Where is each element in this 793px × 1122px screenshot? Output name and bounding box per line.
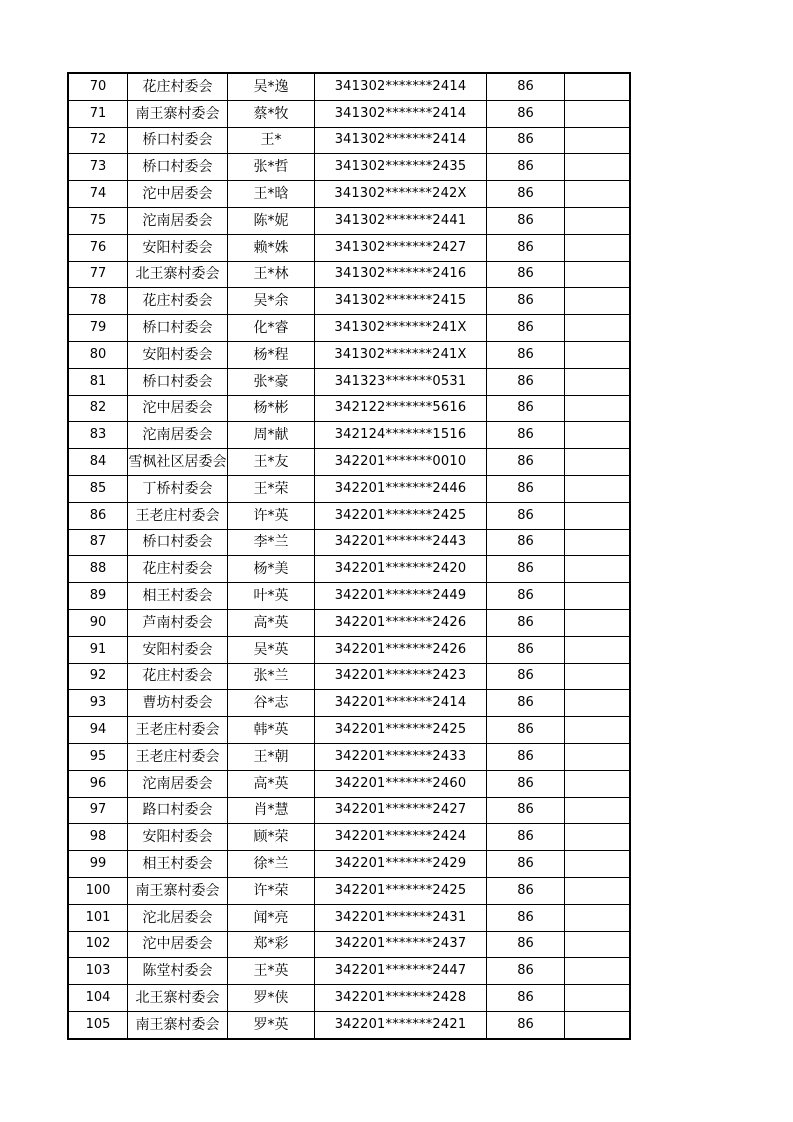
table-row <box>68 449 630 476</box>
id-number-cell: 342201*******2447 <box>315 958 487 985</box>
remark-cell <box>565 154 631 181</box>
table-row <box>68 100 630 127</box>
remark-cell <box>565 985 631 1012</box>
table-row <box>68 877 630 904</box>
person-name-cell: 许*英 <box>228 502 315 529</box>
committee-cell: 桥口村委会 <box>128 315 228 342</box>
remark-cell <box>565 529 631 556</box>
committee-cell: 芦南村委会 <box>128 609 228 636</box>
table-row <box>68 261 630 288</box>
id-number-cell: 341302*******242X <box>315 181 487 208</box>
score-cell: 86 <box>487 207 565 234</box>
row-number-cell: 85 <box>68 475 128 502</box>
score-cell: 86 <box>487 261 565 288</box>
id-number-cell: 341302*******2415 <box>315 288 487 315</box>
score-cell: 86 <box>487 824 565 851</box>
id-number-cell: 341323*******0531 <box>315 368 487 395</box>
committee-cell: 沱中居委会 <box>128 931 228 958</box>
id-number-cell: 342201*******2427 <box>315 797 487 824</box>
score-cell: 86 <box>487 877 565 904</box>
person-name-cell: 张*豪 <box>228 368 315 395</box>
table-row <box>68 127 630 154</box>
row-number-cell: 87 <box>68 529 128 556</box>
score-cell: 86 <box>487 663 565 690</box>
id-number-cell: 342201*******2425 <box>315 877 487 904</box>
row-number-cell: 74 <box>68 181 128 208</box>
table-row <box>68 395 630 422</box>
person-name-cell: 杨*美 <box>228 556 315 583</box>
person-name-cell: 徐*兰 <box>228 851 315 878</box>
committee-cell: 王老庄村委会 <box>128 717 228 744</box>
id-number-cell: 342201*******2429 <box>315 851 487 878</box>
score-cell: 86 <box>487 422 565 449</box>
roster-table-body <box>68 73 630 1039</box>
table-row <box>68 341 630 368</box>
table-row <box>68 824 630 851</box>
remark-cell <box>565 288 631 315</box>
row-number-cell: 95 <box>68 743 128 770</box>
person-name-cell: 赖*姝 <box>228 234 315 261</box>
id-number-cell: 342201*******2414 <box>315 690 487 717</box>
score-cell: 86 <box>487 931 565 958</box>
person-name-cell: 叶*英 <box>228 583 315 610</box>
row-number-cell: 90 <box>68 609 128 636</box>
remark-cell <box>565 449 631 476</box>
id-number-cell: 341302*******2441 <box>315 207 487 234</box>
score-cell: 86 <box>487 556 565 583</box>
committee-cell: 曹坊村委会 <box>128 690 228 717</box>
person-name-cell: 许*荣 <box>228 877 315 904</box>
row-number-cell: 86 <box>68 502 128 529</box>
remark-cell <box>565 636 631 663</box>
roster-table <box>67 72 631 1040</box>
person-name-cell: 王* <box>228 127 315 154</box>
row-number-cell: 98 <box>68 824 128 851</box>
row-number-cell: 75 <box>68 207 128 234</box>
person-name-cell: 蔡*牧 <box>228 100 315 127</box>
id-number-cell: 341302*******2427 <box>315 234 487 261</box>
committee-cell: 丁桥村委会 <box>128 475 228 502</box>
committee-cell: 沱中居委会 <box>128 395 228 422</box>
table-row <box>68 690 630 717</box>
committee-cell: 桥口村委会 <box>128 368 228 395</box>
score-cell: 86 <box>487 609 565 636</box>
person-name-cell: 顾*荣 <box>228 824 315 851</box>
table-row <box>68 797 630 824</box>
committee-cell: 相王村委会 <box>128 851 228 878</box>
row-number-cell: 89 <box>68 583 128 610</box>
person-name-cell: 杨*彬 <box>228 395 315 422</box>
table-row <box>68 904 630 931</box>
id-number-cell: 342201*******2446 <box>315 475 487 502</box>
row-number-cell: 102 <box>68 931 128 958</box>
remark-cell <box>565 583 631 610</box>
remark-cell <box>565 663 631 690</box>
id-number-cell: 342201*******0010 <box>315 449 487 476</box>
committee-cell: 桥口村委会 <box>128 529 228 556</box>
id-number-cell: 342201*******2431 <box>315 904 487 931</box>
id-number-cell: 342201*******2425 <box>315 502 487 529</box>
id-number-cell: 342201*******2433 <box>315 743 487 770</box>
score-cell: 86 <box>487 1011 565 1038</box>
person-name-cell: 王*英 <box>228 958 315 985</box>
score-cell: 86 <box>487 234 565 261</box>
committee-cell: 沱中居委会 <box>128 181 228 208</box>
remark-cell <box>565 931 631 958</box>
row-number-cell: 83 <box>68 422 128 449</box>
row-number-cell: 88 <box>68 556 128 583</box>
remark-cell <box>565 797 631 824</box>
id-number-cell: 342201*******2426 <box>315 609 487 636</box>
row-number-cell: 72 <box>68 127 128 154</box>
table-row <box>68 154 630 181</box>
row-number-cell: 77 <box>68 261 128 288</box>
committee-cell: 桥口村委会 <box>128 154 228 181</box>
committee-cell: 南王寨村委会 <box>128 100 228 127</box>
table-row <box>68 1011 630 1038</box>
table-row <box>68 556 630 583</box>
table-row <box>68 770 630 797</box>
row-number-cell: 105 <box>68 1011 128 1038</box>
table-row <box>68 636 630 663</box>
committee-cell: 北王寨村委会 <box>128 261 228 288</box>
remark-cell <box>565 261 631 288</box>
row-number-cell: 71 <box>68 100 128 127</box>
row-number-cell: 92 <box>68 663 128 690</box>
row-number-cell: 80 <box>68 341 128 368</box>
row-number-cell: 79 <box>68 315 128 342</box>
score-cell: 86 <box>487 797 565 824</box>
person-name-cell: 化*睿 <box>228 315 315 342</box>
committee-cell: 安阳村委会 <box>128 234 228 261</box>
table-row <box>68 717 630 744</box>
id-number-cell: 341302*******2414 <box>315 100 487 127</box>
table-row <box>68 529 630 556</box>
person-name-cell: 高*英 <box>228 609 315 636</box>
committee-cell: 王老庄村委会 <box>128 502 228 529</box>
score-cell: 86 <box>487 181 565 208</box>
id-number-cell: 342201*******2443 <box>315 529 487 556</box>
committee-cell: 安阳村委会 <box>128 824 228 851</box>
committee-cell: 沱南居委会 <box>128 422 228 449</box>
person-name-cell: 张*哲 <box>228 154 315 181</box>
score-cell: 86 <box>487 154 565 181</box>
table-row <box>68 73 630 100</box>
remark-cell <box>565 770 631 797</box>
score-cell: 86 <box>487 958 565 985</box>
person-name-cell: 王*晗 <box>228 181 315 208</box>
remark-cell <box>565 341 631 368</box>
remark-cell <box>565 877 631 904</box>
person-name-cell: 王*荣 <box>228 475 315 502</box>
score-cell: 86 <box>487 449 565 476</box>
score-cell: 86 <box>487 475 565 502</box>
score-cell: 86 <box>487 904 565 931</box>
table-row <box>68 315 630 342</box>
person-name-cell: 吴*余 <box>228 288 315 315</box>
score-cell: 86 <box>487 368 565 395</box>
score-cell: 86 <box>487 73 565 100</box>
remark-cell <box>565 73 631 100</box>
remark-cell <box>565 824 631 851</box>
row-number-cell: 103 <box>68 958 128 985</box>
id-number-cell: 342201*******2421 <box>315 1011 487 1038</box>
score-cell: 86 <box>487 315 565 342</box>
id-number-cell: 342124*******1516 <box>315 422 487 449</box>
row-number-cell: 104 <box>68 985 128 1012</box>
remark-cell <box>565 904 631 931</box>
score-cell: 86 <box>487 717 565 744</box>
id-number-cell: 341302*******2435 <box>315 154 487 181</box>
id-number-cell: 341302*******2414 <box>315 127 487 154</box>
row-number-cell: 96 <box>68 770 128 797</box>
score-cell: 86 <box>487 502 565 529</box>
row-number-cell: 76 <box>68 234 128 261</box>
remark-cell <box>565 502 631 529</box>
person-name-cell: 王*朝 <box>228 743 315 770</box>
row-number-cell: 73 <box>68 154 128 181</box>
person-name-cell: 张*兰 <box>228 663 315 690</box>
table-row <box>68 958 630 985</box>
id-number-cell: 342201*******2426 <box>315 636 487 663</box>
person-name-cell: 李*兰 <box>228 529 315 556</box>
remark-cell <box>565 181 631 208</box>
committee-cell: 北王寨村委会 <box>128 985 228 1012</box>
row-number-cell: 94 <box>68 717 128 744</box>
committee-cell: 雪枫社区居委会 <box>128 449 228 476</box>
person-name-cell: 吴*逸 <box>228 73 315 100</box>
score-cell: 86 <box>487 288 565 315</box>
id-number-cell: 341302*******2416 <box>315 261 487 288</box>
table-row <box>68 207 630 234</box>
remark-cell <box>565 717 631 744</box>
score-cell: 86 <box>487 851 565 878</box>
id-number-cell: 342201*******2425 <box>315 717 487 744</box>
table-row <box>68 743 630 770</box>
row-number-cell: 91 <box>68 636 128 663</box>
id-number-cell: 342201*******2460 <box>315 770 487 797</box>
score-cell: 86 <box>487 583 565 610</box>
table-row <box>68 368 630 395</box>
table-row <box>68 422 630 449</box>
remark-cell <box>565 422 631 449</box>
id-number-cell: 342122*******5616 <box>315 395 487 422</box>
id-number-cell: 342201*******2424 <box>315 824 487 851</box>
committee-cell: 花庄村委会 <box>128 556 228 583</box>
table-row <box>68 583 630 610</box>
table-row <box>68 234 630 261</box>
score-cell: 86 <box>487 529 565 556</box>
person-name-cell: 高*英 <box>228 770 315 797</box>
id-number-cell: 342201*******2437 <box>315 931 487 958</box>
committee-cell: 路口村委会 <box>128 797 228 824</box>
score-cell: 86 <box>487 100 565 127</box>
table-row <box>68 288 630 315</box>
committee-cell: 安阳村委会 <box>128 636 228 663</box>
committee-cell: 花庄村委会 <box>128 73 228 100</box>
table-row <box>68 663 630 690</box>
row-number-cell: 100 <box>68 877 128 904</box>
person-name-cell: 陈*妮 <box>228 207 315 234</box>
committee-cell: 沱南居委会 <box>128 207 228 234</box>
row-number-cell: 81 <box>68 368 128 395</box>
person-name-cell: 王*友 <box>228 449 315 476</box>
score-cell: 86 <box>487 743 565 770</box>
person-name-cell: 王*林 <box>228 261 315 288</box>
table-row <box>68 851 630 878</box>
committee-cell: 花庄村委会 <box>128 663 228 690</box>
table-row <box>68 985 630 1012</box>
remark-cell <box>565 1011 631 1038</box>
committee-cell: 南王寨村委会 <box>128 877 228 904</box>
remark-cell <box>565 958 631 985</box>
committee-cell: 桥口村委会 <box>128 127 228 154</box>
person-name-cell: 谷*志 <box>228 690 315 717</box>
remark-cell <box>565 395 631 422</box>
table-row <box>68 931 630 958</box>
committee-cell: 王老庄村委会 <box>128 743 228 770</box>
row-number-cell: 84 <box>68 449 128 476</box>
table-row <box>68 609 630 636</box>
remark-cell <box>565 207 631 234</box>
committee-cell: 沱南居委会 <box>128 770 228 797</box>
person-name-cell: 郑*彩 <box>228 931 315 958</box>
committee-cell: 花庄村委会 <box>128 288 228 315</box>
score-cell: 86 <box>487 395 565 422</box>
remark-cell <box>565 690 631 717</box>
score-cell: 86 <box>487 985 565 1012</box>
row-number-cell: 101 <box>68 904 128 931</box>
id-number-cell: 341302*******241X <box>315 341 487 368</box>
remark-cell <box>565 475 631 502</box>
committee-cell: 南王寨村委会 <box>128 1011 228 1038</box>
person-name-cell: 罗*英 <box>228 1011 315 1038</box>
score-cell: 86 <box>487 770 565 797</box>
committee-cell: 安阳村委会 <box>128 341 228 368</box>
person-name-cell: 吴*英 <box>228 636 315 663</box>
score-cell: 86 <box>487 127 565 154</box>
table-row <box>68 181 630 208</box>
score-cell: 86 <box>487 690 565 717</box>
id-number-cell: 341302*******2414 <box>315 73 487 100</box>
row-number-cell: 97 <box>68 797 128 824</box>
person-name-cell: 罗*侠 <box>228 985 315 1012</box>
id-number-cell: 341302*******241X <box>315 315 487 342</box>
id-number-cell: 342201*******2449 <box>315 583 487 610</box>
remark-cell <box>565 100 631 127</box>
committee-cell: 相王村委会 <box>128 583 228 610</box>
person-name-cell: 闻*亮 <box>228 904 315 931</box>
remark-cell <box>565 851 631 878</box>
committee-cell: 陈堂村委会 <box>128 958 228 985</box>
remark-cell <box>565 234 631 261</box>
id-number-cell: 342201*******2428 <box>315 985 487 1012</box>
remark-cell <box>565 609 631 636</box>
id-number-cell: 342201*******2423 <box>315 663 487 690</box>
row-number-cell: 78 <box>68 288 128 315</box>
remark-cell <box>565 368 631 395</box>
table-row <box>68 502 630 529</box>
remark-cell <box>565 743 631 770</box>
row-number-cell: 70 <box>68 73 128 100</box>
id-number-cell: 342201*******2420 <box>315 556 487 583</box>
remark-cell <box>565 556 631 583</box>
person-name-cell: 杨*程 <box>228 341 315 368</box>
table-row <box>68 475 630 502</box>
row-number-cell: 82 <box>68 395 128 422</box>
person-name-cell: 肖*慧 <box>228 797 315 824</box>
person-name-cell: 周*献 <box>228 422 315 449</box>
score-cell: 86 <box>487 636 565 663</box>
remark-cell <box>565 127 631 154</box>
row-number-cell: 99 <box>68 851 128 878</box>
row-number-cell: 93 <box>68 690 128 717</box>
person-name-cell: 韩*英 <box>228 717 315 744</box>
remark-cell <box>565 315 631 342</box>
committee-cell: 沱北居委会 <box>128 904 228 931</box>
score-cell: 86 <box>487 341 565 368</box>
